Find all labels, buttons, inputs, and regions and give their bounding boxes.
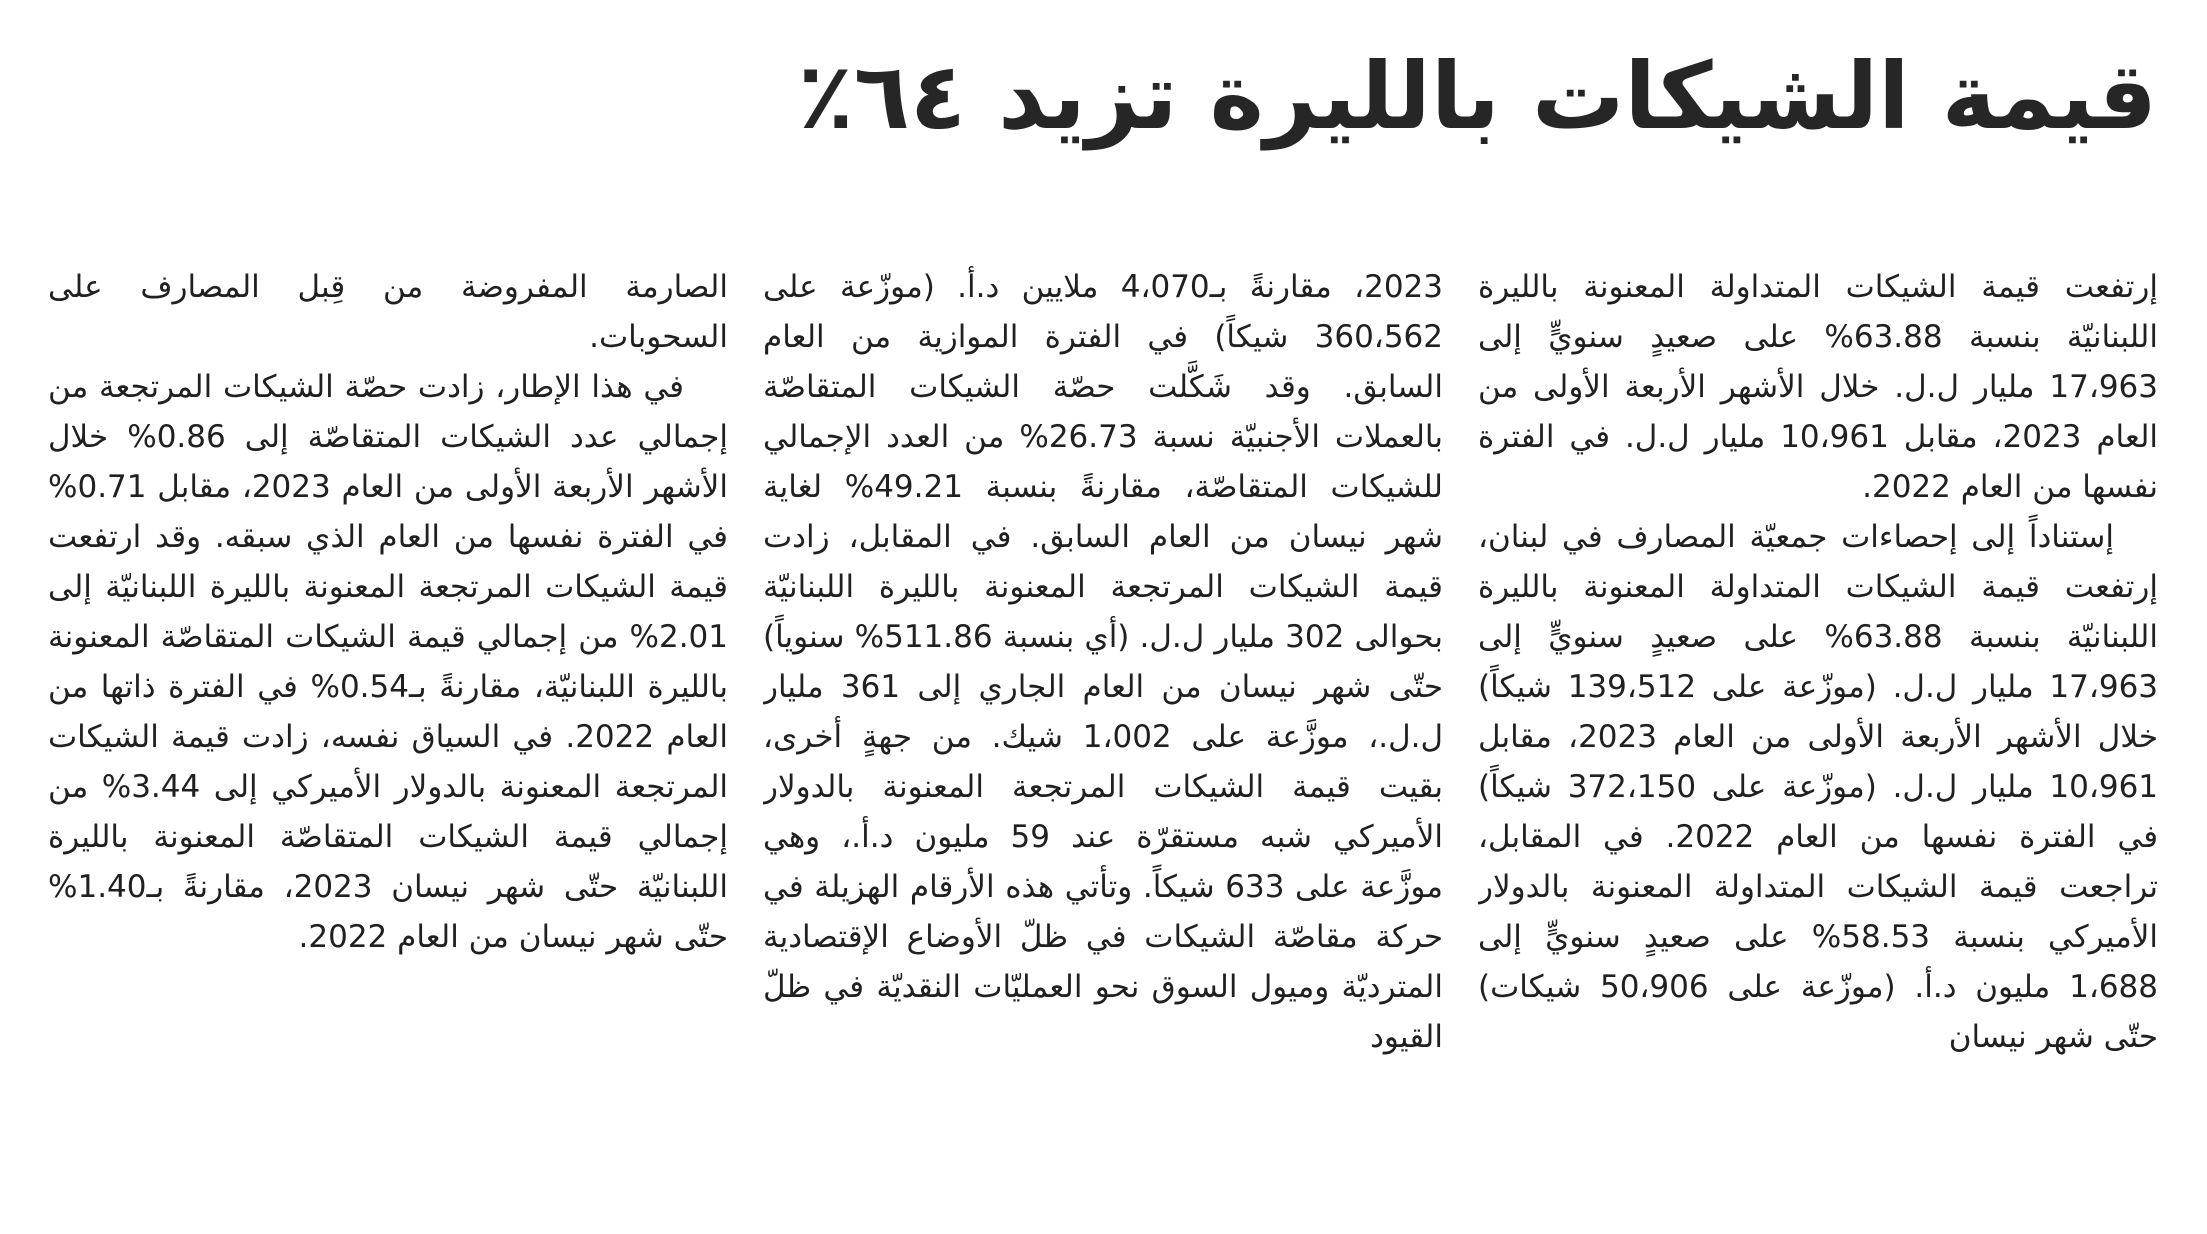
article-headline: قيمة الشيكات بالليرة تزيد ٦٤٪ <box>797 43 2157 150</box>
column-1-paragraph-1: إرتفعت قيمة الشيكات المتداولة المعنونة بالليرة اللبنانيّة بنسبة 63.88% على صعيدٍ سنويٍّ إلى 17،963 مليار ل.ل. خلال الأشهر الأربعة الأولى من العام 2023، مقابل 10،961 مليار ل.ل. في الفترة نفسها من العام 2022. <box>1478 269 2158 505</box>
article-column-1 <box>1478 262 2158 1162</box>
article-columns <box>48 262 2158 1162</box>
article-column-3 <box>48 262 728 1162</box>
column-3-paragraph-2: في هذا الإطار، زادت حصّة الشيكات المرتجعة من إجمالي عدد الشيكات المتقاصّة إلى 0.86% خلال الأشهر الأربعة الأولى من العام 2023، مقابل 0.71% في الفترة نفسها من العام الذي سبقه. وقد ارتفعت قيمة الشيكات المرتجعة المعنونة بالليرة اللبنانيّة إلى 2.01% من إجمالي قيمة الشيكات المتقاصّة المعنونة بالليرة اللبنانيّة، مقارنةً بـ0.54% في الفترة ذاتها من العام 2022. في السياق نفسه، زادت قيمة الشيكات المرتجعة المعنونة بالدولار الأميركي إلى 3.44% من إجمالي قيمة الشيكات المتقاصّة المعنونة بالليرة اللبنانيّة حتّى شهر نيسان 2023، مقارنةً بـ1.40% حتّى شهر نيسان من العام 2022. <box>48 369 728 955</box>
article-column-2 <box>763 262 1443 1162</box>
column-1-paragraph-2: إستناداً إلى إحصاءات جمعيّة المصارف في لبنان، إرتفعت قيمة الشيكات المتداولة المعنونة بالليرة اللبنانيّة بنسبة 63.88% على صعيدٍ سنويٍّ إلى 17،963 مليار ل.ل. (موزّعة على 139،512 شيكاً) خلال الأشهر الأربعة الأولى من العام 2023، مقابل 10،961 مليار ل.ل. (موزّعة على 372،150 شيكاً) في الفترة نفسها من العام 2022. في المقابل، تراجعت قيمة الشيكات المتداولة المعنونة بالدولار الأميركي بنسبة 58.53% على صعيدٍ سنويٍّ إلى 1،688 مليون د.أ. (موزّعة على 50،906 شيكات) حتّى شهر نيسان <box>1478 519 2158 1055</box>
column-2-paragraph-1: 2023، مقارنةً بـ4،070 ملايين د.أ. (موزّعة على 360،562 شيكاً) في الفترة الموازية من العام السابق. وقد شَكَّلت حصّة الشيكات المتقاصّة بالعملات الأجنبيّة نسبة 26.73% من العدد الإجمالي للشيكات المتقاصّة، مقارنةً بنسبة 49.21% لغاية شهر نيسان من العام السابق. في المقابل، زادت قيمة الشيكات المرتجعة المعنونة بالليرة اللبنانيّة بحوالى 302 مليار ل.ل. (أي بنسبة 511.86% سنوياً) حتّى شهر نيسان من العام الجاري إلى 361 مليار ل.ل.، موزَّعة على 1،002 شيك. من جهةٍ أخرى، بقيت قيمة الشيكات المرتجعة المعنونة بالدولار الأميركي شبه مستقرّة عند 59 مليون د.أ.، وهي موزَّعة على 633 شيكاً. وتأتي هذه الأرقام الهزيلة في حركة مقاصّة الشيكات في ظلّ الأوضاع الإقتصادية المترديّة وميول السوق نحو العمليّات النقديّة في ظلّ القيود <box>763 269 1443 1055</box>
column-3-paragraph-1: الصارمة المفروضة من قِبل المصارف على السحوبات. <box>48 269 728 355</box>
